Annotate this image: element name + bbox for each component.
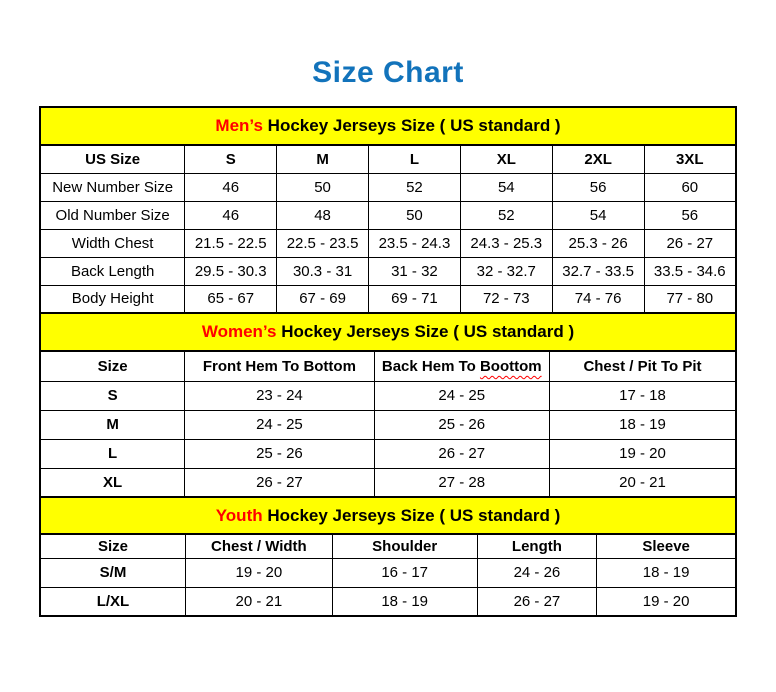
mens-row-label-4: Body Height [40,285,185,313]
misspelled-word: Boottom [479,357,542,375]
youth-band-highlight: Youth [215,505,263,525]
youth-cell-1-2: 26 - 27 [477,587,597,616]
mens-cell-0-5: 60 [644,173,736,201]
youth-band-rest: Hockey Jerseys Size ( US standard ) [262,505,561,525]
youth-cell-0-0: 19 - 20 [185,558,332,587]
womens-row-label-1: M [40,410,185,439]
mens-col-header-2: M [277,145,369,173]
mens-col-header-1: S [185,145,277,173]
mens-cell-2-1: 22.5 - 23.5 [277,229,369,257]
womens-cell-1-0: 24 - 25 [185,410,374,439]
mens-cell-3-3: 32 - 32.7 [460,257,552,285]
youth-header-row [40,534,736,558]
womens-cell-2-0: 25 - 26 [185,439,374,468]
mens-cell-1-1: 48 [277,201,369,229]
mens-cell-1-0: 46 [185,201,277,229]
mens-table-row-1 [40,201,736,229]
youth-cell-1-0: 20 - 21 [185,587,332,616]
mens-header-row [40,145,736,173]
mens-cell-0-0: 46 [185,173,277,201]
mens-size-table [39,106,737,314]
youth-table-row-1 [40,587,736,616]
mens-cell-1-5: 56 [644,201,736,229]
mens-table-row-3 [40,257,736,285]
youth-col-header-4: Sleeve [597,534,736,558]
womens-cell-0-2: 17 - 18 [549,381,736,410]
mens-cell-0-1: 50 [277,173,369,201]
mens-cell-3-5: 33.5 - 34.6 [644,257,736,285]
youth-col-header-2: Shoulder [332,534,477,558]
youth-row-label-1: L/XL [40,587,185,616]
mens-col-header-3: L [369,145,461,173]
youth-col-header-3: Length [477,534,597,558]
mens-cell-1-3: 52 [460,201,552,229]
youth-col-header-0: Size [40,534,185,558]
womens-cell-1-1: 25 - 26 [374,410,549,439]
womens-table-row-3 [40,468,736,497]
youth-row-label-0: S/M [40,558,185,587]
womens-section-title [40,313,736,351]
mens-row-label-2: Width Chest [40,229,185,257]
womens-band-rest: Hockey Jerseys Size ( US standard ) [276,322,575,341]
mens-cell-0-4: 56 [552,173,644,201]
youth-col-header-1: Chest / Width [185,534,332,558]
youth-band-row [40,497,736,534]
mens-cell-4-3: 72 - 73 [460,285,552,313]
mens-cell-2-5: 26 - 27 [644,229,736,257]
womens-header-row [40,351,736,381]
womens-cell-3-0: 26 - 27 [185,468,374,497]
womens-cell-2-1: 26 - 27 [374,439,549,468]
youth-cell-0-2: 24 - 26 [477,558,597,587]
womens-band-row [40,313,736,351]
youth-size-table [39,496,737,617]
womens-table-row-0 [40,381,736,410]
mens-cell-4-4: 74 - 76 [552,285,644,313]
womens-cell-1-2: 18 - 19 [549,410,736,439]
mens-cell-3-1: 30.3 - 31 [277,257,369,285]
mens-table-row-0 [40,173,736,201]
mens-col-header-0: US Size [40,145,185,173]
youth-cell-0-3: 18 - 19 [597,558,736,587]
womens-table-row-1 [40,410,736,439]
mens-cell-0-2: 52 [369,173,461,201]
youth-cell-1-1: 18 - 19 [332,587,477,616]
mens-cell-4-1: 67 - 69 [277,285,369,313]
size-tables-container [39,106,737,617]
womens-row-label-2: L [40,439,185,468]
womens-band-highlight: Women’s [201,322,277,341]
youth-cell-0-1: 16 - 17 [332,558,477,587]
youth-cell-1-3: 19 - 20 [597,587,736,616]
womens-cell-3-2: 20 - 21 [549,468,736,497]
mens-band-rest: Hockey Jerseys Size ( US standard ) [262,116,561,135]
mens-cell-2-0: 21.5 - 22.5 [185,229,277,257]
mens-cell-4-5: 77 - 80 [644,285,736,313]
mens-col-header-4: XL [460,145,552,173]
mens-col-header-6: 3XL [644,145,736,173]
mens-band-row [40,107,736,145]
mens-section-title [40,107,736,145]
womens-col-header-1: Front Hem To Bottom [185,351,374,381]
mens-cell-3-4: 32.7 - 33.5 [552,257,644,285]
womens-col-header-3: Chest / Pit To Pit [549,351,736,381]
youth-section-title [40,497,736,534]
mens-col-header-5: 2XL [552,145,644,173]
mens-cell-0-3: 54 [460,173,552,201]
mens-row-label-3: Back Length [40,257,185,285]
mens-cell-2-4: 25.3 - 26 [552,229,644,257]
womens-col-header-2 [374,351,549,381]
mens-table-row-4 [40,285,736,313]
mens-band-highlight: Men’s [215,116,263,135]
mens-cell-3-0: 29.5 - 30.3 [185,257,277,285]
mens-table-row-2 [40,229,736,257]
womens-table-row-2 [40,439,736,468]
mens-cell-1-4: 54 [552,201,644,229]
mens-cell-3-2: 31 - 32 [369,257,461,285]
womens-row-label-3: XL [40,468,185,497]
womens-cell-2-2: 19 - 20 [549,439,736,468]
mens-row-label-1: Old Number Size [40,201,185,229]
mens-cell-2-2: 23.5 - 24.3 [369,229,461,257]
mens-cell-1-2: 50 [369,201,461,229]
womens-cell-3-1: 27 - 28 [374,468,549,497]
mens-cell-4-0: 65 - 67 [185,285,277,313]
womens-size-table [39,312,737,498]
mens-row-label-0: New Number Size [40,173,185,201]
mens-cell-2-3: 24.3 - 25.3 [460,229,552,257]
womens-col-header-0: Size [40,351,185,381]
womens-cell-0-0: 23 - 24 [185,381,374,410]
womens-cell-0-1: 24 - 25 [374,381,549,410]
header-text-prefix: Back Hem To [381,357,480,375]
mens-cell-4-2: 69 - 71 [369,285,461,313]
page-title: Size Chart [312,56,464,89]
womens-row-label-0: S [40,381,185,410]
youth-table-row-0 [40,558,736,587]
